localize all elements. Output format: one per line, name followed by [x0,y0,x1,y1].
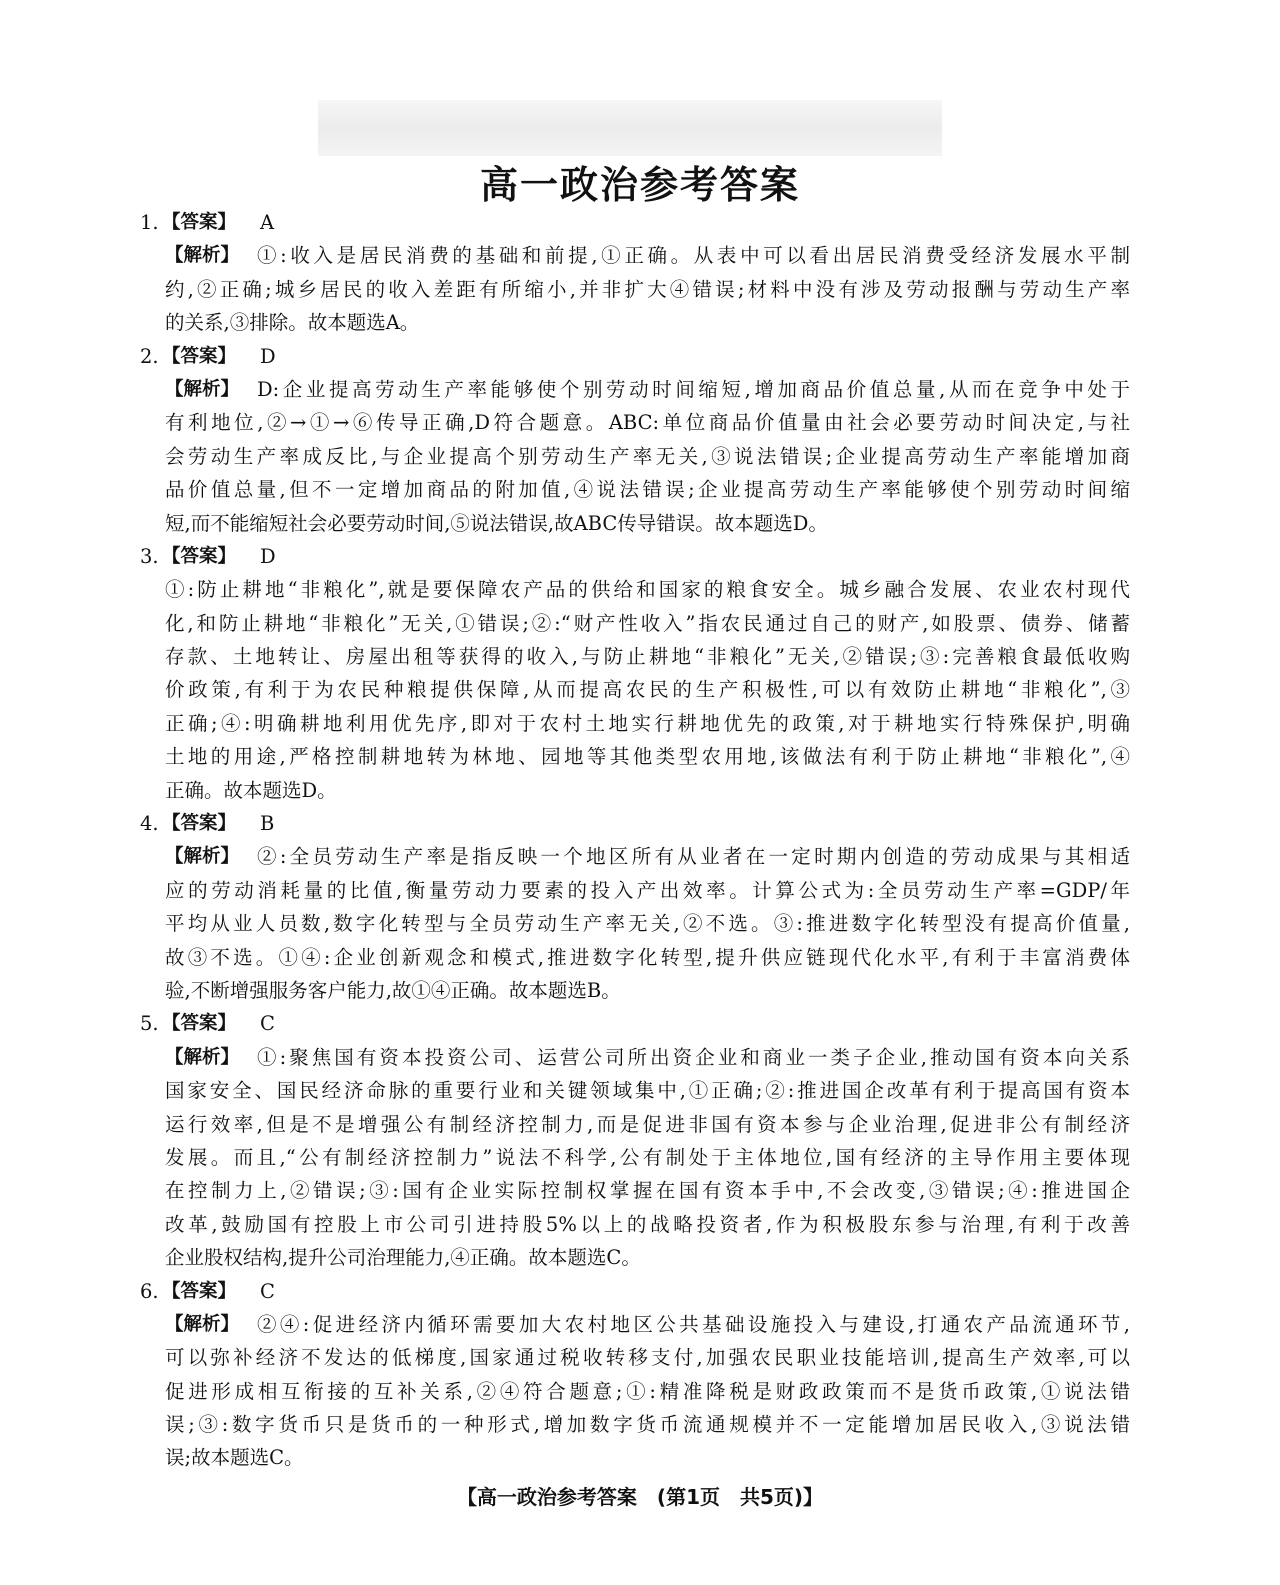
analysis-line [165,1375,1130,1408]
answer-row [140,340,1130,373]
analysis-text: 误;故本题选C。 [165,1446,304,1470]
analysis-text: 验,不断增强服务客户能力,故①④正确。故本题选B。 [165,978,621,1002]
analysis-line [165,1141,1130,1174]
answer-row [140,1007,1130,1040]
question-number: 6. [140,1279,159,1303]
analysis-text: 约,②正确;城乡居民的收入差距有所缩小,并非扩大④错误;材料中没有涉及劳动报酬与劳动生产率 [165,277,1130,301]
analysis-line [165,707,1130,740]
answer-row [140,540,1130,573]
analysis-text: 有利地位,②→①→⑥传导正确,D符合题意。ABC:单位商品价值量由社会必要劳动时间决定,与社 [165,411,1131,435]
answer-value: C [260,1012,275,1036]
answer-row [140,1275,1130,1308]
page-title: 高一政治参考答案 [479,163,800,207]
analysis-text: ①:聚焦国有资本投资公司、运营公司所出资企业和商业一类子企业,推动国有资本向关系 [257,1045,1130,1069]
analysis-line [165,239,1130,272]
analysis-tag: 【解析】 [165,1313,240,1335]
analysis-text: 改革,鼓励国有控股上市公司引进持股5%以上的战略投资者,作为积极股东参与治理,有利于改善 [165,1212,1130,1236]
analysis-text: 在控制力上,②错误;③:国有企业实际控制权掌握在国有资本手中,不会改变,③错误;④:推进国企 [165,1179,1130,1203]
answer-tag: 【答案】 [162,345,237,367]
analysis-text: 的关系,③排除。故本题选A。 [165,311,420,335]
analysis-text: 正确。故本题选D。 [165,778,337,802]
question-number: 1. [140,211,159,234]
analysis-line [165,473,1130,506]
analysis-text: 存款、土地转让、房屋出租等获得的收入,与防止耕地“非粮化”无关,②错误;③:完善粮食最低收购 [165,645,1130,669]
answer-value: C [260,1279,275,1303]
analysis-line [165,640,1130,673]
analysis-line [165,874,1130,907]
answer-item [140,540,1130,807]
analysis-line [165,740,1130,773]
analysis-text: 会劳动生产率成反比,与企业提高个别劳动生产率无关,③说法错误;企业提高劳动生产率能增加商 [165,444,1130,468]
analysis-line [165,607,1130,640]
analysis-block [165,1308,1130,1475]
analysis-block [165,1041,1130,1275]
question-number: 5. [140,1012,159,1036]
analysis-text: 运行效率,但是不是增强公有制经济控制力,而是促进非国有资本参与企业治理,促进非公有制经济 [165,1112,1130,1136]
answer-value: D [260,544,276,568]
analysis-line [165,1241,1130,1274]
question-number: 3. [140,544,159,568]
analysis-text: 误;③:数字货币只是货币的一种形式,增加数字货币流通规模并不一定能增加居民收入,③说法错 [165,1413,1130,1437]
analysis-text: 企业股权结构,提升公司治理能力,④正确。故本题选C。 [165,1246,641,1270]
analysis-line [165,941,1130,974]
analysis-text: 促进形成相互衔接的互补关系,②④符合题意;①:精准降税是财政政策而不是货币政策,①说法错 [165,1379,1130,1403]
answer-list [140,206,1130,1475]
analysis-line [165,406,1130,439]
question-number: 2. [140,344,159,368]
answer-tag: 【答案】 [162,212,237,233]
analysis-text: 正确;④:明确耕地利用优先序,即对于农村土地实行耕地优先的政策,对于耕地实行特殊保护,明确 [165,711,1130,735]
answer-item [140,206,1130,340]
analysis-line [165,306,1130,339]
analysis-line [165,907,1130,940]
answer-tag: 【答案】 [162,813,237,835]
analysis-tag: 【解析】 [165,378,240,400]
analysis-text: 发展。而且,“公有制经济控制力”说法不科学,公有制处于主体地位,国有经济的主导作用主要体现 [165,1145,1130,1169]
question-number: 4. [140,812,159,836]
analysis-tag: 【解析】 [165,846,240,868]
answer-value: D [260,344,276,368]
answer-value: A [260,211,275,234]
analysis-line [165,1108,1130,1141]
analysis-text: 土地的用途,严格控制耕地转为林地、园地等其他类型农用地,该做法有利于防止耕地“非粮化”,④ [165,745,1130,769]
analysis-line [165,840,1130,873]
analysis-text: D:企业提高劳动生产率能够使个别劳动时间缩短,增加商品价值总量,从而在竞争中处于 [257,377,1130,401]
analysis-line [165,1208,1130,1241]
analysis-line [165,1308,1130,1341]
analysis-line [165,573,1130,606]
analysis-text: ②④:促进经济内循环需要加大农村地区公共基础设施投入与建设,打通农产品流通环节, [257,1312,1130,1336]
analysis-line [165,273,1130,306]
analysis-tag: 【解析】 [165,245,240,267]
analysis-line [165,1341,1130,1374]
answer-item [140,1007,1130,1274]
page-footer: 【高一政治参考答案 (第1页 共5页)】 [456,1485,824,1509]
answer-row [140,807,1130,840]
analysis-line [165,373,1130,406]
analysis-block [165,573,1130,807]
analysis-line [165,1074,1130,1107]
analysis-line [165,673,1130,706]
analysis-text: 故③不选。①④:企业创新观念和模式,推进数字化转型,提升供应链现代化水平,有利于丰富消费体 [165,945,1130,969]
analysis-text: 价政策,有利于为农民种粮提供保障,从而提高农民的生产积极性,可以有效防止耕地“非粮化”,③ [165,678,1130,702]
analysis-line [165,440,1130,473]
analysis-line [165,1174,1130,1207]
analysis-text: ①:收入是居民消费的基础和前提,①正确。从表中可以看出居民消费受经济发展水平制 [257,244,1130,268]
answer-tag: 【答案】 [162,1013,237,1035]
analysis-text: 平均从业人员数,数字化转型与全员劳动生产率无关,②不选。③:推进数字化转型没有提高价值量, [165,912,1130,936]
answer-value: B [260,812,275,836]
answer-item [140,807,1130,1007]
header-banner [318,100,942,156]
analysis-text: 化,和防止耕地“非粮化”无关,①错误;②:“财产性收入”指农民通过自己的财产,如股票、债券、储蓄 [165,611,1130,635]
analysis-line [165,1408,1130,1441]
analysis-tag: 【解析】 [165,1046,240,1068]
answer-tag: 【答案】 [162,1280,237,1302]
analysis-text: ①:防止耕地“非粮化”,就是要保障农产品的供给和国家的粮食安全。城乡融合发展、农业农村现代 [165,578,1130,602]
analysis-line [165,1441,1130,1474]
analysis-line [165,774,1130,807]
analysis-text: 应的劳动消耗量的比值,衡量劳动力要素的投入产出效率。计算公式为:全员劳动生产率=GDP/年 [165,878,1130,902]
analysis-line [165,974,1130,1007]
analysis-text: 可以弥补经济不发达的低梯度,国家通过税收转移支付,加强农民职业技能培训,提高生产效率,可以 [165,1346,1130,1370]
answer-item [140,1275,1130,1475]
analysis-block [165,840,1130,1007]
analysis-block [165,239,1130,339]
analysis-text: 短,而不能缩短社会必要劳动时间,⑤说法错误,故ABC传导错误。故本题选D。 [165,511,828,535]
answer-tag: 【答案】 [162,545,237,567]
analysis-line [165,1041,1130,1074]
analysis-text: 品价值总量,但不一定增加商品的附加值,④说法错误;企业提高劳动生产率能够使个别劳动时间缩 [165,478,1130,502]
analysis-block [165,373,1130,540]
answer-row [140,206,1130,239]
answer-item [140,340,1130,540]
analysis-text: 国家安全、国民经济命脉的重要行业和关键领域集中,①正确;②:推进国企改革有利于提高国有资本 [165,1079,1130,1103]
analysis-line [165,507,1130,540]
analysis-text: ②:全员劳动生产率是指反映一个地区所有从业者在一定时期内创造的劳动成果与其相适 [257,845,1130,869]
